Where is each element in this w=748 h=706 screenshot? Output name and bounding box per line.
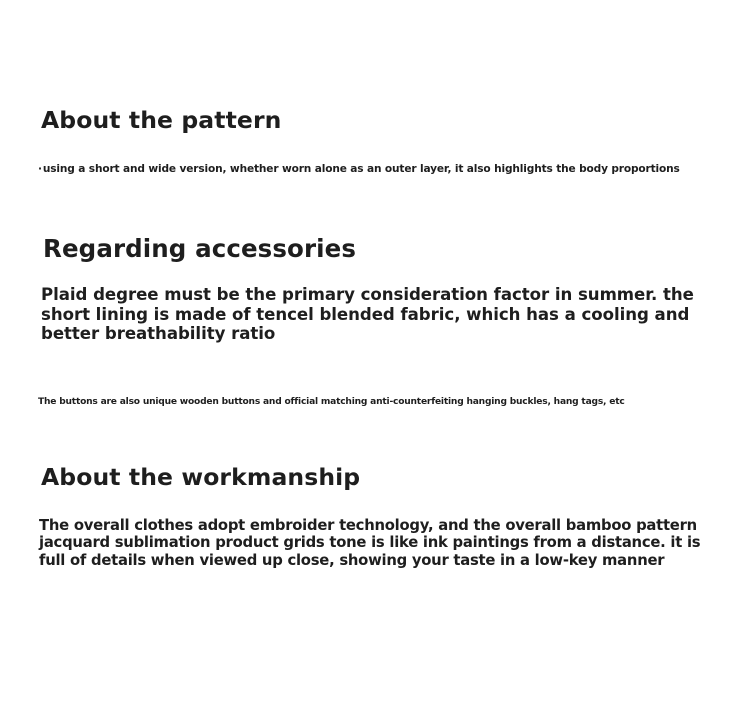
bullet-marker: · [38,163,42,175]
workmanship-description: The overall clothes adopt embroider technology, and the overall bamboo pattern jacquard sublimation product grids tone is like ink paintings from a distance. it is full of details when viewed up close, showing your taste in a low-key manner [39,517,701,569]
pattern-description-text: using a short and wide version, whether worn alone as an outer layer, it also highlights the body proportions [42,163,680,175]
accessories-description: Plaid degree must be the primary consideration factor in summer. the short lining is made of tencel blended fabric, which has a cooling and better breathability ratio [41,285,694,343]
pattern-heading: About the pattern [41,106,282,134]
buttons-note: The buttons are also unique wooden buttons and official matching anti-counterfeiting hanging buckles, hang tags, etc [38,397,625,407]
accessories-heading: Regarding accessories [43,234,357,263]
pattern-description [38,162,680,176]
workmanship-heading: About the workmanship [41,463,361,491]
